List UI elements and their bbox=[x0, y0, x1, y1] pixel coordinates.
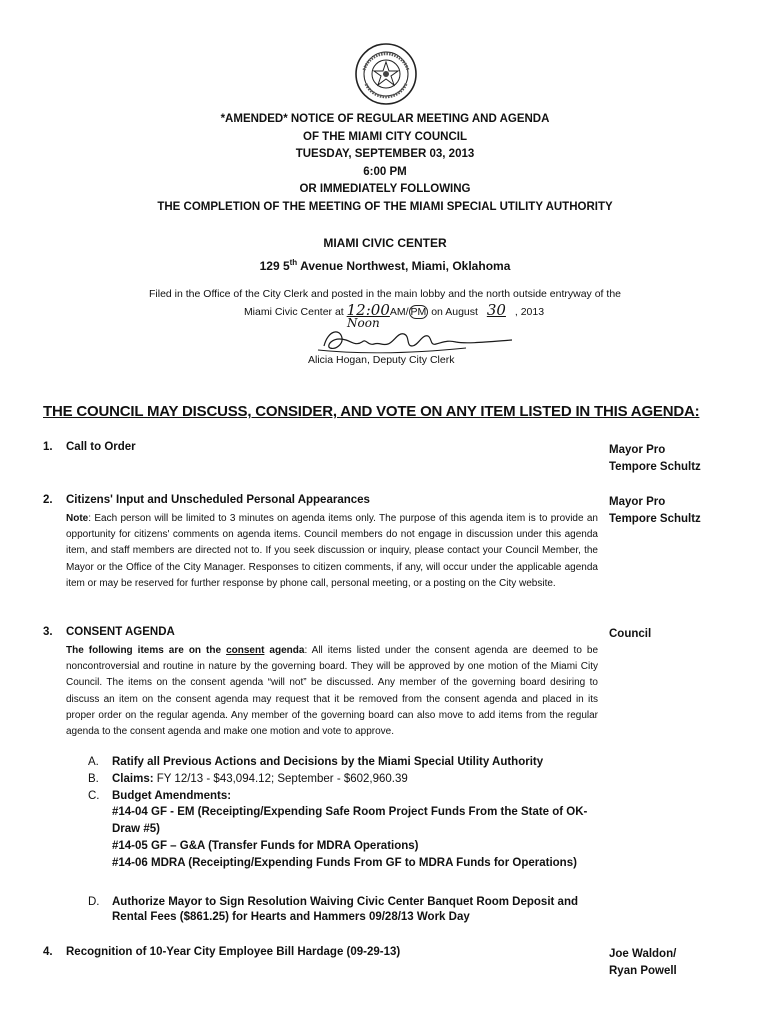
budget-amendment: #14-06 MDRA (Receipting/Expending Funds From GF to MDRA Funds for Operations) bbox=[112, 857, 577, 869]
notice-header bbox=[0, 111, 770, 216]
signature bbox=[316, 324, 516, 358]
consent-item-d-cont: Rental Fees ($861.25) for Hearts and Hammers 09/28/13 Work Day bbox=[112, 911, 470, 923]
item-2-responsible: Mayor Pro Tempore Schultz bbox=[609, 496, 701, 525]
venue-address: 129 5th Avenue Northwest, Miami, Oklahoma bbox=[259, 258, 511, 273]
handwritten-noon: Noon bbox=[347, 316, 380, 330]
venue-name: MIAMI CIVIC CENTER bbox=[323, 236, 447, 250]
venue-block bbox=[0, 234, 770, 276]
item-note: Note: Each person will be limited to 3 minutes on agenda items only. The purpose of this agenda item is to provide an opportunity for citizens' comments on agenda items. Council members do not engage in discussion under this agenda item, and staff members are directed not to. If you seek discussion or inquiry, please contact your Council Member, the Mayor or the Office of the City Manager. Responses to citizen comments, if any, will occur under the applicable agenda item or may be reserved for further response by phone call, personal meeting, or a posting on the City website. bbox=[66, 513, 598, 589]
header-line: *AMENDED* NOTICE OF REGULAR MEETING AND AGENDA bbox=[220, 113, 550, 125]
city-seal bbox=[354, 42, 418, 106]
item-4-responsible: Joe Waldon/ Ryan Powell bbox=[609, 948, 677, 977]
budget-amendment: #14-04 GF - EM (Receipting/Expending Safe Room Project Funds From the State of OK- bbox=[112, 806, 588, 818]
header-line: TUESDAY, SEPTEMBER 03, 2013 bbox=[295, 148, 475, 160]
item-title: Call to Order bbox=[66, 441, 136, 453]
item-title: CONSENT AGENDA bbox=[66, 626, 175, 638]
signer-name: Alicia Hogan, Deputy City Clerk bbox=[308, 354, 455, 366]
item-number: 2. bbox=[43, 494, 53, 506]
item-title: Recognition of 10-Year City Employee Bill Hardage (09-29-13) bbox=[66, 946, 401, 958]
agenda-title: THE COUNCIL MAY DISCUSS, CONSIDER, AND VOTE ON ANY ITEM LISTED IN THIS AGENDA: bbox=[43, 403, 700, 420]
header-line: THE COMPLETION OF THE MEETING OF THE MIAMI SPECIAL UTILITY AUTHORITY bbox=[157, 200, 613, 213]
header-line: OR IMMEDIATELY FOLLOWING bbox=[299, 183, 471, 195]
item-number: 4. bbox=[43, 946, 53, 958]
budget-amendment-cont: Draw #5) bbox=[112, 823, 160, 835]
header-line: OF THE MIAMI CITY COUNCIL bbox=[303, 130, 467, 143]
item-number: 1. bbox=[43, 441, 53, 453]
budget-amendment: #14-05 GF – G&A (Transfer Funds for MDRA Operations) bbox=[112, 840, 419, 852]
item-1-responsible: Mayor Pro Tempore Schultz bbox=[609, 444, 701, 473]
circled-pm: PM bbox=[410, 306, 427, 318]
filed-notice bbox=[0, 286, 770, 320]
handwritten-time: 12:00 bbox=[346, 301, 390, 319]
item-title: Citizens' Input and Unscheduled Personal Appearances bbox=[66, 494, 370, 506]
handwritten-day: 30 bbox=[486, 301, 506, 319]
item-number: 3. bbox=[43, 626, 53, 638]
item-3-responsible: Council bbox=[609, 628, 652, 640]
header-line: 6:00 PM bbox=[363, 165, 407, 178]
filed-line-2: Miami Civic Center at 12:00AM/ PM on August 30 , 2013 bbox=[243, 301, 545, 319]
filed-line: Filed in the Office of the City Clerk and posted in the main lobby and the north outside entryway of the bbox=[149, 288, 621, 300]
consent-description: The following items are on the consent agenda: All items listed under the consent agenda are deemed to be noncontroversial and routine in nature by the governing board. They will be approved by one motion of the Miami City Council. The items on the consent agenda “will not” be discussed. Any member of the governing board desiring to discuss an item on the consent agenda may request that it be removed from the consent agenda and placed in its proper order on the regular agenda. Any member of the governing board can also move to add items from the regular agenda to the consent agenda and make one motion and vote to approve. bbox=[66, 645, 599, 738]
